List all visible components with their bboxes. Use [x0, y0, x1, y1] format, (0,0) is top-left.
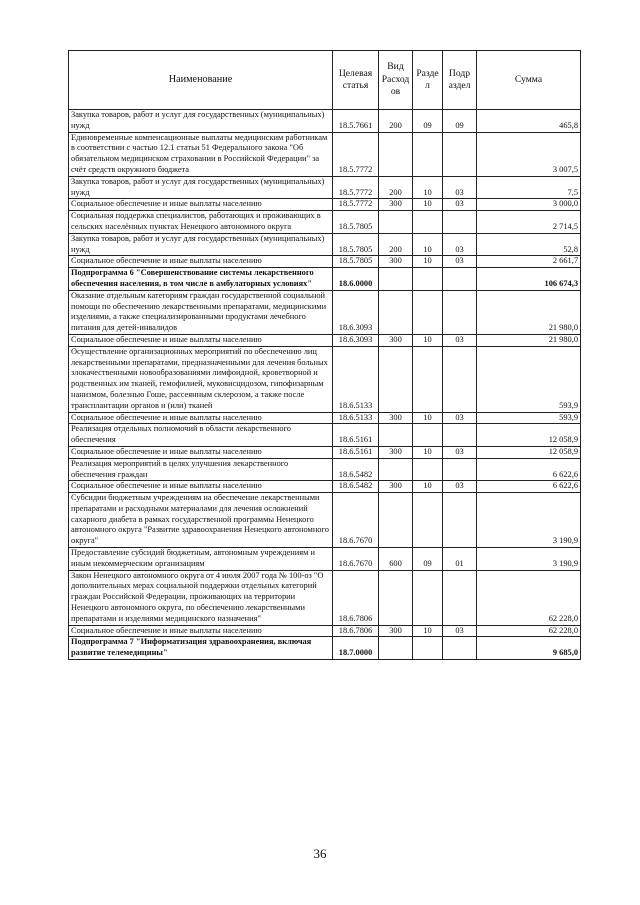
row-name: Закупка товаров, работ и услуг для государственных (муниципальных) нужд: [69, 176, 333, 199]
row-expense-type: 300: [379, 625, 413, 637]
row-target-article: 18.6.3093: [333, 290, 379, 334]
row-section: [413, 268, 443, 291]
row-name: Социальное обеспечение и иные выплаты населению: [69, 412, 333, 424]
table-body: [69, 110, 581, 660]
row-name: Подпрограмма 6 "Совершенствование системы лекарственного обеспечения населения, в том числе в амбулаторных условиях": [69, 268, 333, 291]
row-sum: 593,9: [477, 346, 581, 412]
row-sum: 3 190,9: [477, 548, 581, 571]
row-expense-type: [379, 268, 413, 291]
row-target-article: 18.5.7805: [333, 211, 379, 234]
row-sum: 2 714,5: [477, 211, 581, 234]
row-subsection: [443, 570, 477, 625]
row-subsection: 03: [443, 481, 477, 493]
row-subsection: [443, 493, 477, 548]
row-name: Закон Ненецкого автономного округа от 4 июля 2007 года № 100-оз "О дополнительных мерах социальной поддержки отдельных категорий граждан Российской Федерации, проживающих на территории Ненецкого автономного округа, по обеспечению лекарственными препаратами и изделиями медицинского назначения": [69, 570, 333, 625]
row-expense-type: 300: [379, 412, 413, 424]
page-number: 36: [313, 846, 327, 861]
row-sum: 9 685,0: [477, 637, 581, 660]
row-section: 10: [413, 233, 443, 256]
table-row: [69, 110, 581, 133]
row-name: Реализация мероприятий в целях улучшения лекарственного обеспечения граждан: [69, 458, 333, 481]
row-name: Осуществление организационных мероприятий по обеспечению лиц лекарственными препаратами, предназначенными для лечения больных злокачественными новообразованиями лимфоидной, кроветворной и родственных им тканей, гемофилией, муковисцидозом, гипофизарным нанизмом, болезнью Гоше, рассеянным склерозом, а также после трансплантации органов и (или) тканей: [69, 346, 333, 412]
row-section: [413, 637, 443, 660]
row-expense-type: 300: [379, 199, 413, 211]
row-subsection: 03: [443, 233, 477, 256]
row-expense-type: [379, 290, 413, 334]
row-target-article: 18.5.7805: [333, 233, 379, 256]
row-subsection: [443, 346, 477, 412]
row-target-article: 18.6.7806: [333, 570, 379, 625]
row-expense-type: [379, 132, 413, 176]
table-row: [69, 446, 581, 458]
row-sum: 106 674,3: [477, 268, 581, 291]
row-expense-type: 600: [379, 548, 413, 571]
row-expense-type: 300: [379, 446, 413, 458]
row-expense-type: [379, 493, 413, 548]
row-sum: 12 058,9: [477, 446, 581, 458]
row-expense-type: [379, 211, 413, 234]
row-name: Социальное обеспечение и иные выплаты населению: [69, 256, 333, 268]
row-section: [413, 346, 443, 412]
table-row: [69, 268, 581, 291]
table-row: [69, 211, 581, 234]
row-sum: 465,8: [477, 110, 581, 133]
row-section: [413, 493, 443, 548]
table-row: [69, 199, 581, 211]
row-subsection: 09: [443, 110, 477, 133]
row-subsection: 03: [443, 199, 477, 211]
header-target-article: Целевая статья: [333, 51, 379, 110]
row-target-article: 18.6.7670: [333, 493, 379, 548]
header-row: [69, 51, 581, 110]
budget-table: [68, 50, 581, 660]
row-name: Субсидии бюджетным учреждениям на обеспечение лекарственными препаратами и расходными материалами для лечения осложнений сахарного диабета в рамках государственной программы Ненецкого автономного округа "Развитие здравоохранения Ненецкого автономного округа": [69, 493, 333, 548]
row-sum: 3 007,5: [477, 132, 581, 176]
row-expense-type: [379, 570, 413, 625]
table-row: [69, 233, 581, 256]
table-row: [69, 424, 581, 447]
row-subsection: 03: [443, 412, 477, 424]
header-expense-type: Вид Расход ов: [379, 51, 413, 110]
row-target-article: 18.5.7772: [333, 199, 379, 211]
row-expense-type: 200: [379, 110, 413, 133]
row-sum: 21 980,0: [477, 290, 581, 334]
table-row: [69, 637, 581, 660]
row-section: 10: [413, 199, 443, 211]
row-target-article: 18.6.5133: [333, 412, 379, 424]
row-sum: 6 622,6: [477, 481, 581, 493]
row-target-article: 18.6.5482: [333, 458, 379, 481]
row-name: Реализация отдельных полномочий в области лекарственного обеспечения: [69, 424, 333, 447]
table-row: [69, 334, 581, 346]
row-expense-type: [379, 424, 413, 447]
row-sum: 593,9: [477, 412, 581, 424]
row-section: 10: [413, 625, 443, 637]
row-section: [413, 290, 443, 334]
row-target-article: 18.6.7806: [333, 625, 379, 637]
row-expense-type: [379, 637, 413, 660]
row-sum: 6 622,6: [477, 458, 581, 481]
row-subsection: [443, 637, 477, 660]
row-target-article: 18.6.5133: [333, 346, 379, 412]
row-section: 10: [413, 176, 443, 199]
row-sum: 3 000,0: [477, 199, 581, 211]
row-name: Закупка товаров, работ и услуг для государственных (муниципальных) нужд: [69, 110, 333, 133]
row-section: [413, 211, 443, 234]
row-subsection: [443, 290, 477, 334]
row-expense-type: 300: [379, 481, 413, 493]
row-target-article: 18.5.7805: [333, 256, 379, 268]
row-expense-type: [379, 346, 413, 412]
row-target-article: 18.6.7670: [333, 548, 379, 571]
row-subsection: 03: [443, 625, 477, 637]
header-name: Наименование: [69, 51, 333, 110]
row-section: 10: [413, 334, 443, 346]
row-target-article: 18.7.0000: [333, 637, 379, 660]
row-subsection: [443, 132, 477, 176]
row-sum: 12 058,9: [477, 424, 581, 447]
row-subsection: 03: [443, 334, 477, 346]
row-subsection: 03: [443, 256, 477, 268]
row-target-article: 18.5.7772: [333, 132, 379, 176]
row-name: Социальное обеспечение и иные выплаты населению: [69, 199, 333, 211]
row-name: Социальное обеспечение и иные выплаты населению: [69, 334, 333, 346]
row-section: 10: [413, 446, 443, 458]
row-name: Оказание отдельным категориям граждан государственной социальной помощи по обеспечению лекарственными препаратами, медицинскими изделиями, а также специализированными продуктами лечебного питания для детей-инвалидов: [69, 290, 333, 334]
row-section: [413, 570, 443, 625]
header-sum: Сумма: [477, 51, 581, 110]
table-row: [69, 256, 581, 268]
row-sum: 7,5: [477, 176, 581, 199]
row-subsection: 01: [443, 548, 477, 571]
row-expense-type: 200: [379, 176, 413, 199]
table-row: [69, 458, 581, 481]
row-section: 10: [413, 412, 443, 424]
row-sum: 21 980,0: [477, 334, 581, 346]
row-target-article: 18.6.0000: [333, 268, 379, 291]
row-name: Предоставление субсидий бюджетным, автономным учреждениям и иным некоммерческим организациям: [69, 548, 333, 571]
row-sum: 62 228,0: [477, 570, 581, 625]
row-section: [413, 424, 443, 447]
row-expense-type: [379, 458, 413, 481]
table-row: [69, 548, 581, 571]
row-subsection: [443, 458, 477, 481]
row-subsection: 03: [443, 176, 477, 199]
row-subsection: 03: [443, 446, 477, 458]
row-sum: 2 661,7: [477, 256, 581, 268]
row-name: Социальная поддержка специалистов, работающих и проживающих в сельских населённых пунктах Ненецкого автономного округа: [69, 211, 333, 234]
table-row: [69, 412, 581, 424]
row-section: [413, 132, 443, 176]
row-name: Единовременные компенсационные выплаты медицинским работникам в соответствии с частью 12.1 статьи 51 Федерального закона "Об обязательном медицинском страховании в Российской Федерации" за счёт средств окружного бюджета: [69, 132, 333, 176]
table-row: [69, 290, 581, 334]
row-target-article: 18.6.5482: [333, 481, 379, 493]
row-target-article: 18.6.5161: [333, 424, 379, 447]
row-subsection: [443, 268, 477, 291]
row-name: Социальное обеспечение и иные выплаты населению: [69, 446, 333, 458]
header-section: Разде л: [413, 51, 443, 110]
row-section: 10: [413, 256, 443, 268]
row-subsection: [443, 424, 477, 447]
row-expense-type: 300: [379, 256, 413, 268]
row-sum: 52,8: [477, 233, 581, 256]
row-name: Социальное обеспечение и иные выплаты населению: [69, 625, 333, 637]
row-name: Закупка товаров, работ и услуг для государственных (муниципальных) нужд: [69, 233, 333, 256]
row-section: [413, 458, 443, 481]
table-row: [69, 625, 581, 637]
table-row: [69, 176, 581, 199]
row-sum: 3 190,9: [477, 493, 581, 548]
table-header: [69, 51, 581, 110]
row-subsection: [443, 211, 477, 234]
row-name: Социальное обеспечение и иные выплаты населению: [69, 481, 333, 493]
row-section: 09: [413, 548, 443, 571]
table-row: [69, 132, 581, 176]
table-row: [69, 570, 581, 625]
row-section: 10: [413, 481, 443, 493]
row-expense-type: 200: [379, 233, 413, 256]
table-row: [69, 493, 581, 548]
table-row: [69, 346, 581, 412]
header-subsection: Подр аздел: [443, 51, 477, 110]
table-row: [69, 481, 581, 493]
row-target-article: 18.6.5161: [333, 446, 379, 458]
row-section: 09: [413, 110, 443, 133]
row-name: Подпрограмма 7 "Информатизация здравоохранения, включая развитие телемедицины": [69, 637, 333, 660]
row-target-article: 18.5.7661: [333, 110, 379, 133]
row-expense-type: 300: [379, 334, 413, 346]
row-target-article: 18.6.3093: [333, 334, 379, 346]
row-target-article: 18.5.7772: [333, 176, 379, 199]
row-sum: 62 228,0: [477, 625, 581, 637]
